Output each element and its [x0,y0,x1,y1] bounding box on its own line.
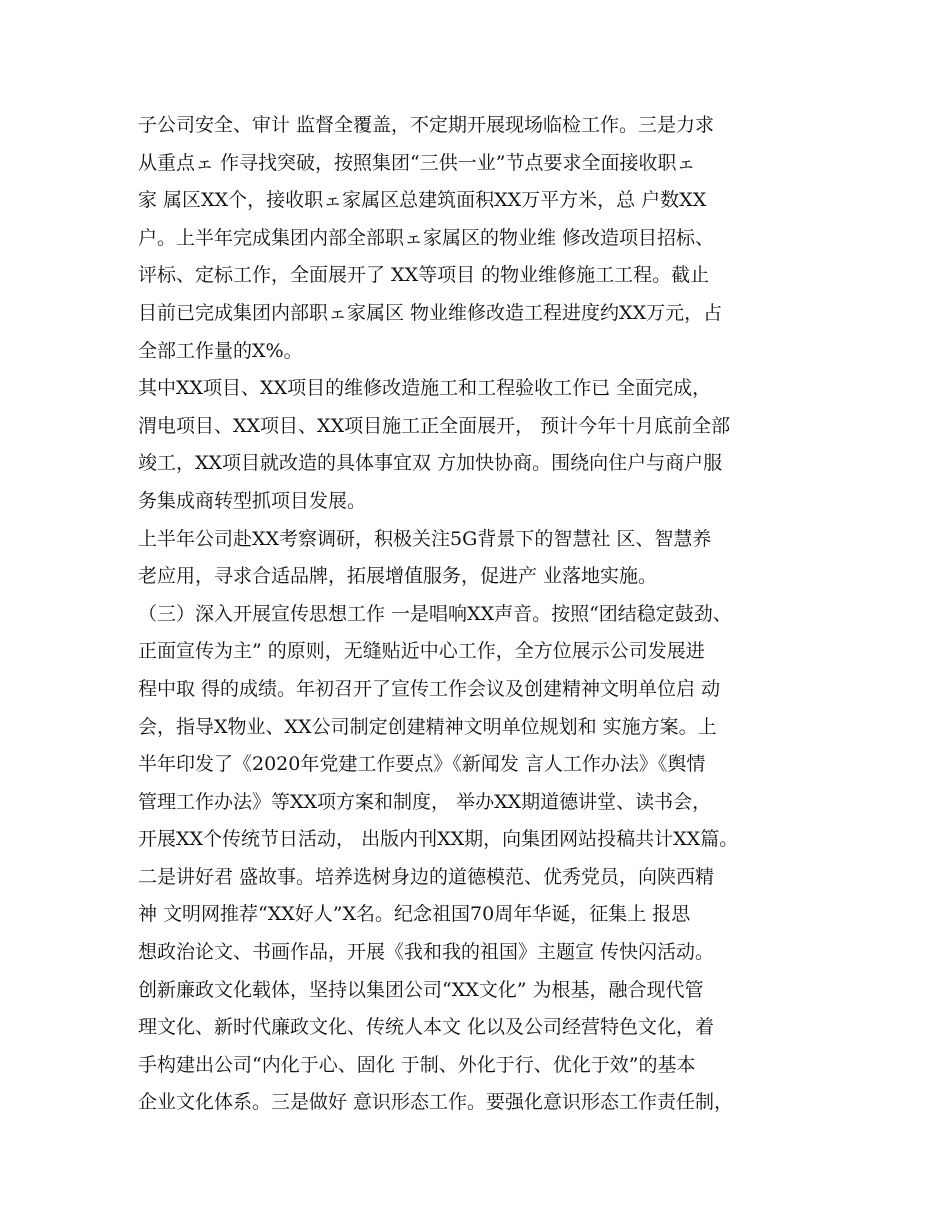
text-line: 开展XX个传统节日活动， 出版内刊XX期，向集团网站投稿共计XX篇。 [138,828,739,851]
text-line: 其中XX项目、XX项目的维修改造施工和工程验收工作已 全面完成， [138,377,712,400]
text-line: 上半年公司赴XX考察调研，积极关注5G背景下的智慧社 区、智慧养 [138,527,712,550]
text-line: 子公司安全、审计 监督全覆盖，不定期开展现场临检工作。三是力求 [138,114,715,136]
text-line: 创新廉政文化载体，坚持以集团公司“XX文化” 为根基，融合现代管 [138,978,704,1001]
text-line: 半年印发了《2020年党建工作要点》《新闻发 言人工作办法》《舆情 [138,753,706,776]
text-line: 正面宣传为主” 的原则，无缝贴近中心工作，全方位展示公司发展进 [138,640,705,663]
text-line: 渭电项目、XX项目、XX项目施工正全面展开， 预计今年十月底前全部 [138,414,731,437]
body-text [138,107,828,1122]
text-line: 会，指导X物业、XX公司制定创建精神文明单位规划和 实施方案。上 [138,715,717,738]
text-line: 想政治论文、书画作品，开展《我和我的祖国》主题宣 传快闪活动。 [138,941,715,964]
text-line: （三）深入开展宣传思想工作 一是唱响XX声音。按照“团结稳定鼓劲、 [138,602,732,625]
text-line: 老应用，寻求合适品牌，拓展增值服务，促进产 业落地实施。 [138,565,658,588]
text-line: 程中取 得的成绩。年初召开了宣传工作会议及创建精神文明单位启 动 [138,677,721,700]
text-line: 目前已完成集团内部职ェ家属区 物业维修改造工程进度约XX万元，占 [138,301,723,324]
text-line: 务集成商转型抓项目发展。 [138,489,367,512]
text-line: 家 属区XX个，接收职ェ家属区总建筑面积XX万平方米，总 户数XX [138,189,707,212]
text-line: 全部工作量的X%。 [138,339,303,362]
text-line: 二是讲好君 盛故事。培养选树身边的道德模范、优秀党员，向陕西精 [138,865,715,888]
text-line: 神 文明网推荐“XX好人”X名。纪念祖国70周年华诞，征集上 报思 [138,903,691,926]
text-line: 竣工，XX项目就改造的具体事宜双 方加快协商。围绕向住户与商户服 [138,452,723,475]
text-line: 评标、定标工作，全面展开了 XX等项目 的物业维修施工工程。截止 [138,264,710,287]
text-line: 从重点ェ 作寻找突破，按照集团“三供一业”节点要求全面接收职ェ [138,151,696,174]
text-line: 户。上半年完成集团内部全部职ェ家属区的物业维 修改造项目招标、 [138,226,715,249]
text-line: 理文化、新时代廉政文化、传统人本文 化以及公司经营特色文化，着 [138,1016,715,1039]
text-line: 手构建出公司“内化于心、固化 于制、外化于行、优化于效”的基本 [138,1053,696,1076]
text-line: 管理工作办法》等XX项方案和制度， 举办XX期道德讲堂、读书会， [138,790,712,813]
text-line: 企业文化体系。三是做好 意识形态工作。要强化意识形态工作责任制， [138,1091,734,1114]
